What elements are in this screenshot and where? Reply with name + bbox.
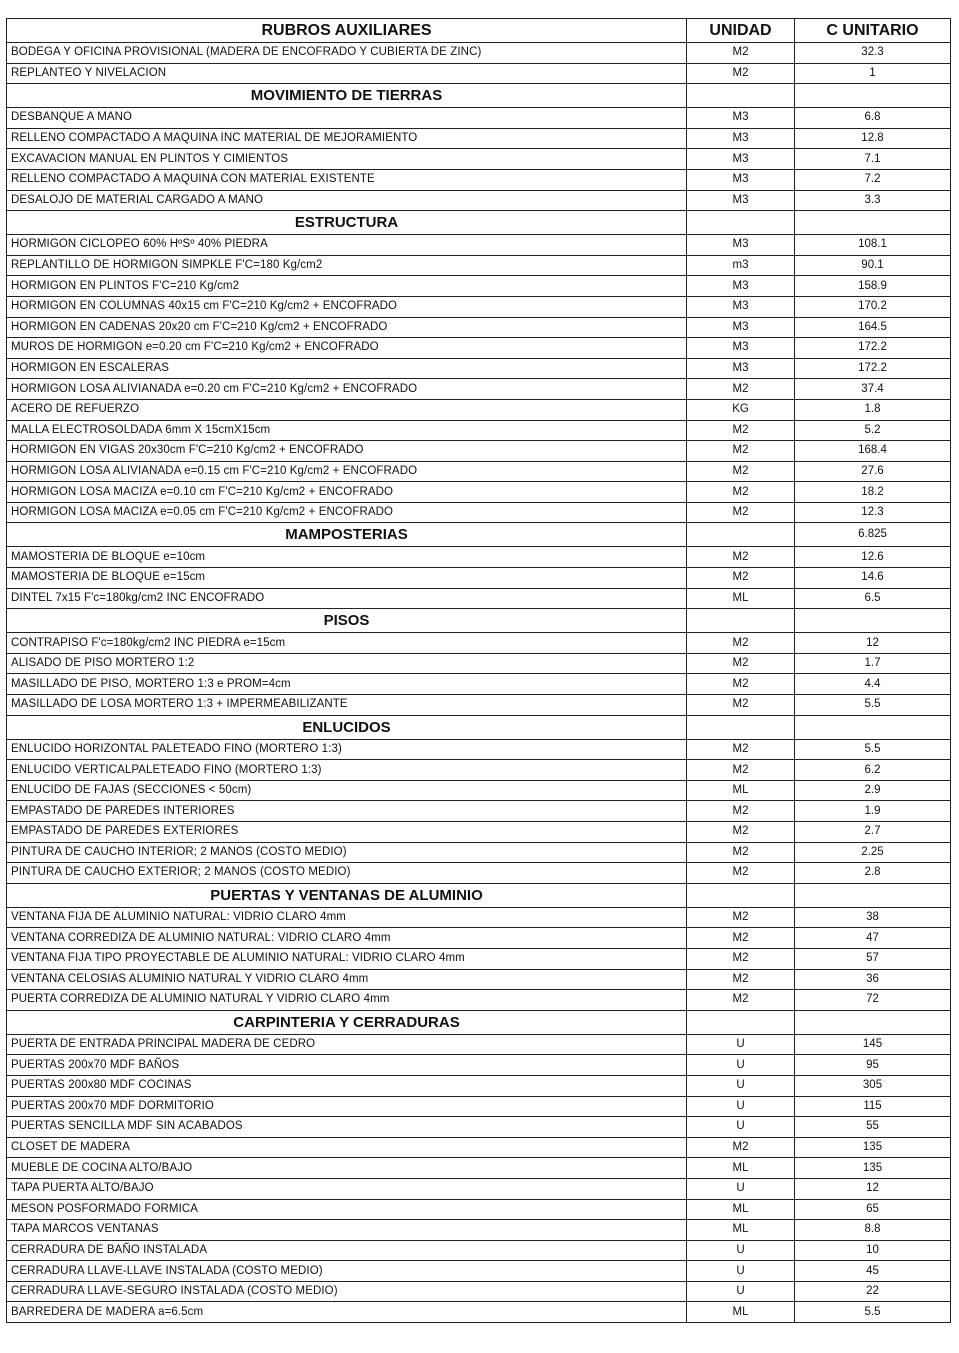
item-description: PUERTA DE ENTRADA PRINCIPAL MADERA DE CEDRO xyxy=(7,1034,687,1055)
item-description: VENTANA FIJA TIPO PROYECTABLE DE ALUMINIO NATURAL: VIDRIO CLARO 4mm xyxy=(7,948,687,969)
item-description: VENTANA CORREDIZA DE ALUMINIO NATURAL: VIDRIO CLARO 4mm xyxy=(7,928,687,949)
item-unit: M3 xyxy=(687,276,795,297)
item-unit-cost: 172.2 xyxy=(795,338,951,359)
item-unit-cost: 7.1 xyxy=(795,149,951,170)
item-description: BODEGA Y OFICINA PROVISIONAL (MADERA DE ENCOFRADO Y CUBIERTA DE ZINC) xyxy=(7,43,687,64)
table-row xyxy=(7,1240,951,1261)
item-description: MALLA ELECTROSOLDADA 6mm X 15cmX15cm xyxy=(7,420,687,441)
item-unit-cost: 32.3 xyxy=(795,43,951,64)
item-unit-cost: 3.3 xyxy=(795,190,951,211)
table-row xyxy=(7,568,951,589)
item-unit: U xyxy=(687,1178,795,1199)
table-row xyxy=(7,169,951,190)
item-description: CLOSET DE MADERA xyxy=(7,1137,687,1158)
table-row xyxy=(7,1034,951,1055)
item-unit: U xyxy=(687,1281,795,1302)
item-unit-cost: 72 xyxy=(795,990,951,1011)
item-unit: U xyxy=(687,1096,795,1117)
table-row xyxy=(7,1302,951,1323)
item-unit: m3 xyxy=(687,255,795,276)
table-body xyxy=(7,43,951,1323)
table-row xyxy=(7,482,951,503)
item-unit-cost: 6.8 xyxy=(795,108,951,129)
item-unit: M3 xyxy=(687,169,795,190)
table-row xyxy=(7,588,951,609)
table-row xyxy=(7,948,951,969)
table-row xyxy=(7,441,951,462)
item-unit-cost: 115 xyxy=(795,1096,951,1117)
section-unit-cell xyxy=(687,715,795,739)
item-unit: M3 xyxy=(687,296,795,317)
item-description: TAPA MARCOS VENTANAS xyxy=(7,1220,687,1241)
section-header-row xyxy=(7,883,951,907)
section-header-row xyxy=(7,1010,951,1034)
item-description: PUERTAS 200x70 MDF BAÑOS xyxy=(7,1055,687,1076)
item-unit-cost: 55 xyxy=(795,1117,951,1138)
section-value xyxy=(795,609,951,633)
section-unit-cell xyxy=(687,523,795,547)
item-unit-cost: 10 xyxy=(795,1240,951,1261)
item-unit: M2 xyxy=(687,674,795,695)
item-description: CONTRAPISO F'c=180kg/cm2 INC PIEDRA e=15cm xyxy=(7,633,687,654)
item-description: VENTANA FIJA DE ALUMINIO NATURAL: VIDRIO CLARO 4mm xyxy=(7,907,687,928)
table-row xyxy=(7,108,951,129)
table-row xyxy=(7,399,951,420)
item-unit: U xyxy=(687,1055,795,1076)
section-unit-cell xyxy=(687,883,795,907)
item-unit-cost: 145 xyxy=(795,1034,951,1055)
item-description: HORMIGON EN COLUMNAS 40x15 cm F'C=210 Kg/cm2 + ENCOFRADO xyxy=(7,296,687,317)
item-description: REPLANTEO Y NIVELACION xyxy=(7,63,687,84)
item-unit: M2 xyxy=(687,760,795,781)
section-value xyxy=(795,883,951,907)
table-row xyxy=(7,379,951,400)
table-row xyxy=(7,276,951,297)
item-unit-cost: 158.9 xyxy=(795,276,951,297)
section-title: MAMPOSTERIAS xyxy=(7,523,687,547)
item-unit: KG xyxy=(687,399,795,420)
table-row xyxy=(7,674,951,695)
item-unit: M3 xyxy=(687,190,795,211)
item-unit-cost: 1.8 xyxy=(795,399,951,420)
item-description: MESON POSFORMADO FORMICA xyxy=(7,1199,687,1220)
item-unit-cost: 47 xyxy=(795,928,951,949)
item-unit-cost: 305 xyxy=(795,1075,951,1096)
table-row xyxy=(7,149,951,170)
table-row xyxy=(7,502,951,523)
item-description: HORMIGON EN ESCALERAS xyxy=(7,358,687,379)
table-row xyxy=(7,255,951,276)
item-unit: M2 xyxy=(687,739,795,760)
item-description: EXCAVACION MANUAL EN PLINTOS Y CIMIENTOS xyxy=(7,149,687,170)
item-description: REPLANTILLO DE HORMIGON SIMPKLE F'C=180 Kg/cm2 xyxy=(7,255,687,276)
item-description: PUERTA CORREDIZA DE ALUMINIO NATURAL Y VIDRIO CLARO 4mm xyxy=(7,990,687,1011)
section-unit-cell xyxy=(687,84,795,108)
section-unit-cell xyxy=(687,1010,795,1034)
item-unit: M2 xyxy=(687,43,795,64)
item-unit: U xyxy=(687,1261,795,1282)
item-unit: M2 xyxy=(687,547,795,568)
section-value xyxy=(795,211,951,235)
item-unit-cost: 164.5 xyxy=(795,317,951,338)
item-unit-cost: 95 xyxy=(795,1055,951,1076)
item-unit: ML xyxy=(687,588,795,609)
item-description: PINTURA DE CAUCHO INTERIOR; 2 MANOS (COSTO MEDIO) xyxy=(7,842,687,863)
table-row xyxy=(7,1261,951,1282)
item-unit: M2 xyxy=(687,990,795,1011)
item-description: DESALOJO DE MATERIAL CARGADO A MANO xyxy=(7,190,687,211)
table-row xyxy=(7,780,951,801)
table-row xyxy=(7,1096,951,1117)
item-unit: U xyxy=(687,1075,795,1096)
table-row xyxy=(7,1178,951,1199)
item-unit: M3 xyxy=(687,108,795,129)
item-unit: M2 xyxy=(687,801,795,822)
table-row xyxy=(7,928,951,949)
item-unit-cost: 12.3 xyxy=(795,502,951,523)
item-unit: M2 xyxy=(687,461,795,482)
table-row xyxy=(7,801,951,822)
table-row xyxy=(7,990,951,1011)
item-description: PINTURA DE CAUCHO EXTERIOR; 2 MANOS (COSTO MEDIO) xyxy=(7,863,687,884)
item-unit-cost: 4.4 xyxy=(795,674,951,695)
section-title: ENLUCIDOS xyxy=(7,715,687,739)
item-description: PUERTAS 200x80 MDF COCINAS xyxy=(7,1075,687,1096)
section-value xyxy=(795,84,951,108)
section-header-row xyxy=(7,609,951,633)
table-row xyxy=(7,43,951,64)
table-row xyxy=(7,739,951,760)
section-header-row xyxy=(7,715,951,739)
item-description: DESBANQUE A MANO xyxy=(7,108,687,129)
item-description: VENTANA CELOSIAS ALUMINIO NATURAL Y VIDRIO CLARO 4mm xyxy=(7,969,687,990)
table-row xyxy=(7,969,951,990)
item-description: EMPASTADO DE PAREDES EXTERIORES xyxy=(7,822,687,843)
item-description: ENLUCIDO DE FAJAS (SECCIONES < 50cm) xyxy=(7,780,687,801)
item-description: EMPASTADO DE PAREDES INTERIORES xyxy=(7,801,687,822)
item-description: DINTEL 7x15 F'c=180kg/cm2 INC ENCOFRADO xyxy=(7,588,687,609)
item-description: ALISADO DE PISO MORTERO 1:2 xyxy=(7,653,687,674)
item-unit: M2 xyxy=(687,969,795,990)
table-header-row xyxy=(7,19,951,43)
section-value: 6.825 xyxy=(795,523,951,547)
item-unit-cost: 7.2 xyxy=(795,169,951,190)
item-unit: M2 xyxy=(687,842,795,863)
item-description: CERRADURA LLAVE-LLAVE INSTALADA (COSTO MEDIO) xyxy=(7,1261,687,1282)
item-unit: M2 xyxy=(687,568,795,589)
item-unit-cost: 27.6 xyxy=(795,461,951,482)
item-description: HORMIGON LOSA ALIVIANADA e=0.15 cm F'C=210 Kg/cm2 + ENCOFRADO xyxy=(7,461,687,482)
unit-price-table xyxy=(6,18,951,1323)
item-description: PUERTAS SENCILLA MDF SIN ACABADOS xyxy=(7,1117,687,1138)
item-unit-cost: 12.8 xyxy=(795,128,951,149)
table-row xyxy=(7,1137,951,1158)
item-unit-cost: 5.5 xyxy=(795,739,951,760)
item-unit-cost: 65 xyxy=(795,1199,951,1220)
item-description: HORMIGON EN PLINTOS F'C=210 Kg/cm2 xyxy=(7,276,687,297)
item-unit: ML xyxy=(687,1158,795,1179)
item-unit: M2 xyxy=(687,863,795,884)
item-unit: M2 xyxy=(687,1137,795,1158)
item-unit: M3 xyxy=(687,149,795,170)
item-unit-cost: 2.8 xyxy=(795,863,951,884)
table-row xyxy=(7,863,951,884)
item-description: HORMIGON CICLOPEO 60% HºSº 40% PIEDRA xyxy=(7,235,687,256)
item-description: BARREDERA DE MADERA a=6.5cm xyxy=(7,1302,687,1323)
table-row xyxy=(7,338,951,359)
item-unit: ML xyxy=(687,1302,795,1323)
item-description: MAMOSTERIA DE BLOQUE e=15cm xyxy=(7,568,687,589)
table-row xyxy=(7,547,951,568)
item-description: MAMOSTERIA DE BLOQUE e=10cm xyxy=(7,547,687,568)
item-description: MUEBLE DE COCINA ALTO/BAJO xyxy=(7,1158,687,1179)
item-description: MASILLADO DE LOSA MORTERO 1:3 + IMPERMEABILIZANTE xyxy=(7,695,687,716)
item-description: ENLUCIDO VERTICALPALETEADO FINO (MORTERO 1:3) xyxy=(7,760,687,781)
item-description: HORMIGON LOSA MACIZA e=0.05 cm F'C=210 Kg/cm2 + ENCOFRADO xyxy=(7,502,687,523)
table-row xyxy=(7,1055,951,1076)
item-unit-cost: 1.7 xyxy=(795,653,951,674)
table-row xyxy=(7,1158,951,1179)
section-header-row xyxy=(7,84,951,108)
item-unit: M2 xyxy=(687,928,795,949)
item-unit: M3 xyxy=(687,317,795,338)
table-row xyxy=(7,461,951,482)
item-unit-cost: 22 xyxy=(795,1281,951,1302)
table-row xyxy=(7,695,951,716)
item-unit-cost: 90.1 xyxy=(795,255,951,276)
item-unit: M2 xyxy=(687,633,795,654)
section-title: PUERTAS Y VENTANAS DE ALUMINIO xyxy=(7,883,687,907)
item-unit: M2 xyxy=(687,822,795,843)
item-unit-cost: 14.6 xyxy=(795,568,951,589)
item-unit: U xyxy=(687,1034,795,1055)
item-unit-cost: 12.6 xyxy=(795,547,951,568)
item-description: HORMIGON EN VIGAS 20x30cm F'C=210 Kg/cm2 + ENCOFRADO xyxy=(7,441,687,462)
table-row xyxy=(7,420,951,441)
item-unit-cost: 6.5 xyxy=(795,588,951,609)
item-unit: U xyxy=(687,1117,795,1138)
item-unit: M2 xyxy=(687,63,795,84)
item-unit: ML xyxy=(687,1220,795,1241)
item-unit: M2 xyxy=(687,907,795,928)
item-unit-cost: 2.25 xyxy=(795,842,951,863)
table-row xyxy=(7,128,951,149)
item-unit: M2 xyxy=(687,695,795,716)
item-unit: ML xyxy=(687,780,795,801)
item-unit-cost: 2.7 xyxy=(795,822,951,843)
item-unit-cost: 8.8 xyxy=(795,1220,951,1241)
item-description: RELLENO COMPACTADO A MAQUINA CON MATERIAL EXISTENTE xyxy=(7,169,687,190)
item-unit-cost: 12 xyxy=(795,633,951,654)
table-row xyxy=(7,235,951,256)
table-row xyxy=(7,653,951,674)
section-title: ESTRUCTURA xyxy=(7,211,687,235)
item-description: CERRADURA DE BAÑO INSTALADA xyxy=(7,1240,687,1261)
item-unit: M3 xyxy=(687,128,795,149)
item-description: PUERTAS 200x70 MDF DORMITORIO xyxy=(7,1096,687,1117)
section-value xyxy=(795,1010,951,1034)
section-title-rubros-auxiliares: RUBROS AUXILIARES xyxy=(7,19,687,43)
item-unit-cost: 135 xyxy=(795,1158,951,1179)
item-description: HORMIGON LOSA ALIVIANADA e=0.20 cm F'C=210 Kg/cm2 + ENCOFRADO xyxy=(7,379,687,400)
table-row xyxy=(7,633,951,654)
item-unit-cost: 5.2 xyxy=(795,420,951,441)
table-row xyxy=(7,296,951,317)
item-unit-cost: 18.2 xyxy=(795,482,951,503)
section-header-row xyxy=(7,523,951,547)
item-unit-cost: 170.2 xyxy=(795,296,951,317)
item-unit: M2 xyxy=(687,653,795,674)
item-description: CERRADURA LLAVE-SEGURO INSTALADA (COSTO MEDIO) xyxy=(7,1281,687,1302)
item-unit-cost: 1.9 xyxy=(795,801,951,822)
table-row xyxy=(7,190,951,211)
table-row xyxy=(7,1220,951,1241)
item-unit-cost: 57 xyxy=(795,948,951,969)
item-unit-cost: 37.4 xyxy=(795,379,951,400)
item-unit: U xyxy=(687,1240,795,1261)
item-unit: M2 xyxy=(687,482,795,503)
item-unit-cost: 2.9 xyxy=(795,780,951,801)
table-row xyxy=(7,1199,951,1220)
item-unit-cost: 45 xyxy=(795,1261,951,1282)
item-unit: M2 xyxy=(687,441,795,462)
table-row xyxy=(7,842,951,863)
item-unit-cost: 6.2 xyxy=(795,760,951,781)
section-title: CARPINTERIA Y CERRADURAS xyxy=(7,1010,687,1034)
item-unit-cost: 108.1 xyxy=(795,235,951,256)
table-row xyxy=(7,63,951,84)
section-title: PISOS xyxy=(7,609,687,633)
item-unit-cost: 36 xyxy=(795,969,951,990)
table-row xyxy=(7,317,951,338)
table-row xyxy=(7,1117,951,1138)
item-unit-cost: 168.4 xyxy=(795,441,951,462)
table-row xyxy=(7,1281,951,1302)
price-table-sheet xyxy=(6,18,950,1323)
item-description: MASILLADO DE PISO, MORTERO 1:3 e PROM=4cm xyxy=(7,674,687,695)
item-unit-cost: 135 xyxy=(795,1137,951,1158)
table-row xyxy=(7,760,951,781)
item-unit-cost: 172.2 xyxy=(795,358,951,379)
item-unit-cost: 5.5 xyxy=(795,695,951,716)
item-unit: M3 xyxy=(687,358,795,379)
item-unit: M3 xyxy=(687,235,795,256)
item-unit: M2 xyxy=(687,502,795,523)
item-unit: M2 xyxy=(687,948,795,969)
column-header-costo-unitario: C UNITARIO xyxy=(795,19,951,43)
item-description: MUROS DE HORMIGON e=0.20 cm F'C=210 Kg/cm2 + ENCOFRADO xyxy=(7,338,687,359)
section-unit-cell xyxy=(687,609,795,633)
item-description: ACERO DE REFUERZO xyxy=(7,399,687,420)
item-description: HORMIGON EN CADENAS 20x20 cm F'C=210 Kg/cm2 + ENCOFRADO xyxy=(7,317,687,338)
item-description: ENLUCIDO HORIZONTAL PALETEADO FINO (MORTERO 1:3) xyxy=(7,739,687,760)
item-unit: M3 xyxy=(687,338,795,359)
column-header-unidad: UNIDAD xyxy=(687,19,795,43)
item-description: RELLENO COMPACTADO A MAQUINA INC MATERIAL DE MEJORAMIENTO xyxy=(7,128,687,149)
item-description: HORMIGON LOSA MACIZA e=0.10 cm F'C=210 Kg/cm2 + ENCOFRADO xyxy=(7,482,687,503)
item-unit: ML xyxy=(687,1199,795,1220)
item-description: TAPA PUERTA ALTO/BAJO xyxy=(7,1178,687,1199)
item-unit-cost: 38 xyxy=(795,907,951,928)
table-row xyxy=(7,907,951,928)
section-unit-cell xyxy=(687,211,795,235)
table-row xyxy=(7,358,951,379)
table-row xyxy=(7,1075,951,1096)
section-value xyxy=(795,715,951,739)
section-header-row xyxy=(7,211,951,235)
item-unit-cost: 5.5 xyxy=(795,1302,951,1323)
item-unit: M2 xyxy=(687,420,795,441)
item-unit-cost: 1 xyxy=(795,63,951,84)
table-row xyxy=(7,822,951,843)
item-unit-cost: 12 xyxy=(795,1178,951,1199)
section-title: MOVIMIENTO DE TIERRAS xyxy=(7,84,687,108)
item-unit: M2 xyxy=(687,379,795,400)
